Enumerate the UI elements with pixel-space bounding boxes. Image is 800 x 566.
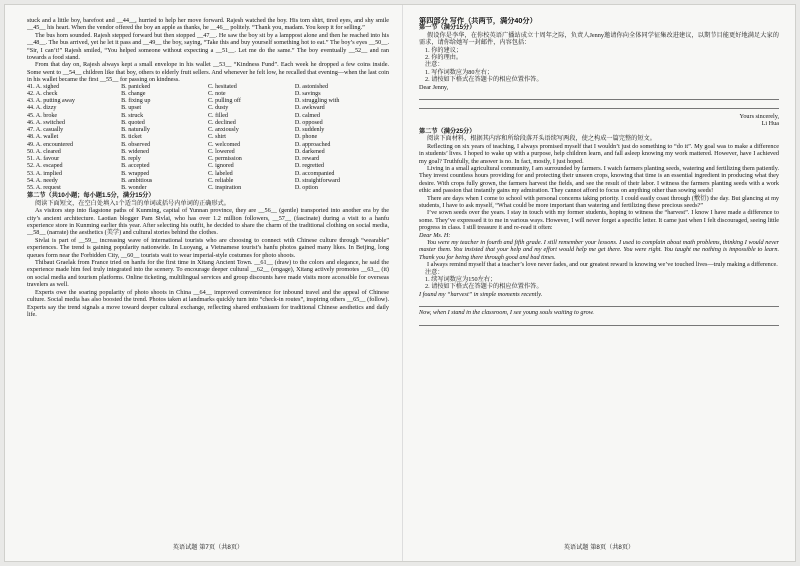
part4-title: 第四部分 写作（共两节，满分40分） bbox=[419, 17, 537, 25]
option-choice: B. upset bbox=[121, 105, 142, 112]
option-choice: B. naturally bbox=[121, 127, 150, 134]
note-label: 注意： bbox=[425, 61, 444, 69]
option-choice: 50. A. cleared bbox=[27, 148, 61, 155]
left-page bbox=[27, 17, 389, 551]
option-choice: B. change bbox=[121, 90, 146, 97]
grammar-paragraph-4: Experts owe the soaring popularity of photo shoots in China __64__ improved convenience for inbound travel and the appeal of Chinese culture. Social media has also boosted the trend. Photos taken at landmarks quickly turn into “check-in routes”, inspiring others __65__ (follow). Experts say the trend signals a move toward deeper cultural exchange, reflecting shared enthusiasm for traditional Chinese aesthetics and daily life. bbox=[27, 288, 389, 318]
section2-instruction: 阅读下面短文，在空白处填入1个适当的单词或括号内单词的正确形式。 bbox=[35, 199, 230, 207]
option-choice: 44. A. dizzy bbox=[27, 105, 57, 112]
option-row bbox=[27, 156, 389, 163]
story-paragraph-2: Living in a small agricultural community, I am surrounded by farmers. I watch farmers planting seeds, watering and fertilizing them patiently. They invest countless hours providing for and protecting their unseen crops, knowing that time is an essential ingredient in producing what they desire. With crops fully grown, the farmers harvest the fields, and see the result of their labor. I witness the farmers planting seeds with a work ethic and passion that instantly gains my admiration. They cannot afford to focus on anything other than sowing seeds! bbox=[419, 164, 779, 195]
option-choice: C. labeled bbox=[207, 170, 233, 177]
cloze-passage bbox=[27, 17, 389, 84]
option-row bbox=[27, 113, 389, 120]
cloze-paragraph-2: The bus horn sounded. Rajesh stepped forward but then stopped __47__. He saw the boy sit by a lamppost alone and then he reached into his __48__. The bus arrived, yet he let it pass and __49__ the boy, saying, “Take this and buy yourself something hot to eat.” The boy’s eyes __50__. “Sir, I can’t!” Rajesh smiled, “You helped someone without expecting a __51__. Let me do the same.” The boy eventually __52__ and ran towards a food stand. bbox=[27, 31, 389, 62]
email-greeting: Dear Jenny, bbox=[419, 83, 449, 91]
option-row bbox=[27, 84, 389, 91]
option-choice: 43. A. putting away bbox=[27, 98, 75, 105]
note-1: 1. 写作词数应为80左右； bbox=[425, 68, 494, 76]
option-choice: D. option bbox=[294, 185, 318, 192]
option-choice: 49. A. encountered bbox=[27, 141, 74, 148]
exam-sheet bbox=[4, 4, 796, 562]
grammar-paragraph-2: Sivlai is part of __59__ increasing wave of international tourists who are choosing to connect with Chinese culture through “wearable” experiences. The trend is gaining popularity nationwide. In Luoyang, a Vietnamese tourist’s hanfu photos gained many likes. In Beijing, long queues form near the Forbidden City, __60__ tourists wait to wear imperial-style costumes for photo shoots. bbox=[27, 236, 389, 259]
writing-section2-prompt: 阅读下面材料，根据其内容和所给段落开头语续写两段，使之构成一篇完整的短文。 bbox=[427, 135, 656, 143]
right-page bbox=[419, 17, 779, 551]
option-choice: C. inspiration bbox=[207, 185, 242, 192]
option-choice: D. struggling with bbox=[294, 98, 340, 105]
grammar-paragraph-1: As visitors step into flagstone paths of Kunming, capital of Yunnan province, they are __56__ (gentle) transported into another era by the city’s ancient architecture. Laotian blogger Pam Sivlai, who has over 1.2 million followers, __57__ (fascinate) during a visit to a hanfu experience store in Kunming earlier this year. After selecting his outfit, he decided to share the charm of the traditional clothing on social media, __58__ (narrate) the aesthetics (美学) and cultural stories behind the clothes. bbox=[27, 207, 389, 237]
section1-notes bbox=[419, 61, 779, 83]
writing-section1-prompt: 假设你是李华，在你校英语广播站成立十周年之际，负责人Jenny邀请你向全体同学征集改进建议，以期节目能更好地满足大家的需求，请你给她写一封邮件，内容包括： bbox=[419, 31, 779, 47]
email-closing: Yours sincerely, bbox=[739, 113, 779, 121]
option-choice: D. calmed bbox=[294, 112, 320, 119]
continuation-starter-1: I found my “harvest” in simple moments recently. bbox=[419, 290, 543, 298]
option-choice: 42. A. check bbox=[27, 90, 58, 97]
option-choice: 54. A. needy bbox=[27, 177, 58, 184]
option-choice: B. panicked bbox=[121, 83, 151, 90]
point-1: 1. 你的建议； bbox=[425, 46, 463, 54]
option-choice: C. filled bbox=[207, 112, 228, 119]
option-choice: D. savings bbox=[294, 90, 321, 97]
option-choice: B. ambitious bbox=[121, 177, 153, 184]
cloze-paragraph-3: From that day on, Rajesh always kept a small envelope in his wallet __53__ “Kindness Fund”. Each week he dropped a few coins inside. Some went to __54__ children like that boy, others to elderly fruit sellers. And whenever he felt low, he recalled that evening—when the last coin in his wallet became the first __55__ for passing on kindness. bbox=[27, 61, 389, 84]
option-choice: 53. A. implied bbox=[27, 170, 62, 177]
option-choice: D. straightforward bbox=[294, 177, 340, 184]
option-choice: C. pulling off bbox=[207, 98, 241, 105]
option-choice: D. accompanied bbox=[294, 170, 335, 177]
story-paragraph-3: There are days when I come to school with personal concerns taking priority. I could easily coast through (敷衍) the day. But glancing at my students, I have to ask myself, “What could be more important than watering and fertilizing these precious seeds?” bbox=[419, 194, 779, 209]
option-row bbox=[27, 178, 389, 185]
option-choice: 51. A. favour bbox=[27, 156, 60, 163]
writing-section1-title: 第一节（满分15分） bbox=[419, 24, 476, 32]
option-choice: 55. A. request bbox=[27, 185, 61, 192]
option-choice: C. welcomed bbox=[207, 141, 241, 148]
option-choice: D. regretted bbox=[294, 163, 324, 170]
option-choice: B. quoted bbox=[121, 119, 145, 126]
option-choice: C. dusty bbox=[207, 105, 229, 112]
option-choice: B. struck bbox=[121, 112, 144, 119]
option-choice: D. opposed bbox=[294, 119, 323, 126]
continuation-starter-2: Now, when I stand in the classroom, I see young souls waiting to grow. bbox=[419, 309, 594, 317]
option-choice: C. anxiously bbox=[207, 127, 239, 134]
option-choice: D. suddenly bbox=[294, 127, 325, 134]
option-row bbox=[27, 149, 389, 156]
grammar-passage bbox=[27, 207, 389, 318]
option-row bbox=[27, 98, 389, 105]
option-row bbox=[27, 142, 389, 149]
writing-line[interactable] bbox=[419, 91, 779, 100]
option-choice: C. note bbox=[207, 90, 226, 97]
option-choice: 52. A. escaped bbox=[27, 163, 63, 170]
option-row bbox=[27, 105, 389, 112]
option-row bbox=[27, 134, 389, 141]
option-choice: D. reward bbox=[294, 156, 320, 163]
writing-line[interactable] bbox=[419, 298, 779, 307]
option-choice: D. phone bbox=[294, 134, 318, 141]
option-choice: B. reply bbox=[121, 156, 141, 163]
after-letter-paragraph: I always remind myself that a teacher’s love never fades, and our greatest reward is knowing we’ve touched lives—truly making a difference. bbox=[427, 261, 778, 269]
writing-section2-title: 第二节（满分25分） bbox=[419, 127, 476, 135]
note-label-2: 注意： bbox=[425, 268, 444, 276]
letter-body: You were my teacher in fourth and fifth grade. I still remember your lessons. I used to complain about math problems, thinking I would never master them. You insisted that your help and my effort would help me get there. You were right. You taught me nothing is impossible to learn. Thank you for being there through good and bad times. bbox=[419, 238, 779, 261]
option-choice: D. awkward bbox=[294, 105, 325, 112]
option-choice: B. wrapped bbox=[121, 170, 150, 177]
writing-line[interactable] bbox=[419, 317, 779, 326]
email-signature: Li Hua bbox=[761, 120, 779, 128]
section2-title: 第二节（共10小题；每小题1.5分，满分15分） bbox=[27, 192, 155, 200]
option-choice: C. reliable bbox=[207, 177, 234, 184]
option-row bbox=[27, 120, 389, 127]
option-choice: 45. A. broke bbox=[27, 112, 58, 119]
note-2-1: 1. 续写词数应为150左右； bbox=[425, 276, 497, 283]
option-choice: 41. A. sighed bbox=[27, 83, 60, 90]
story-paragraph-4: I’ve sown seeds over the years. I stay in touch with my former students, hoping to witness the “harvest”. I know I have made a difference to some. They’ve expressed it to me in various ways. However, I will never forget a specific letter. It came just when I felt discouraged, seeing little progress in class. I still treasure it and re-read it often: bbox=[419, 209, 779, 232]
option-choice: D. approached bbox=[294, 141, 331, 148]
option-choice: D. astonished bbox=[294, 83, 329, 90]
note-2-2: 2. 请按如下格式在答题卡的相应位置作答。 bbox=[425, 283, 543, 291]
section2-notes bbox=[419, 269, 779, 291]
story-paragraph-1: Reflecting on six years of teaching, I always promised myself that I wouldn’t just do something to “do it”. My goal was to make a difference in students’ lives. I hoped to wake up with a purpose, help children learn, and fall asleep knowing my work mattered. However, have I achieved my goal? Truthfully, the answer is no. In fact, mostly, I just hoped. bbox=[419, 142, 779, 165]
options-table bbox=[27, 84, 389, 193]
option-choice: 46. A. switched bbox=[27, 119, 65, 126]
story-passage bbox=[419, 143, 779, 269]
letter-greeting: Dear Ms. H: bbox=[419, 231, 451, 239]
page-footer-left: 英语试题 第7页（共8页） bbox=[172, 543, 244, 551]
option-choice: B. ticket bbox=[121, 134, 142, 141]
option-choice: B. accepted bbox=[121, 163, 150, 170]
option-choice: B. wonder bbox=[121, 185, 147, 192]
option-choice: C. shirt bbox=[207, 134, 226, 141]
option-choice: B. widened bbox=[121, 148, 149, 155]
grammar-paragraph-3: Thibaut Graelak from France tried on hanfu for the first time in Xitang Ancient Town. __61__ (draw) to the colors and elegance, he said the experience made him feel truly integrated into the scenery. To encourage deeper cultural __62__ (engage), Xitang actively promotes __63__ (it) on social media and tourism platforms. Online ticketing, multilingual services and group discounts have made visits more accessible for overseas travelers as well. bbox=[27, 259, 389, 289]
option-row bbox=[27, 171, 389, 178]
option-choice: C. permission bbox=[207, 156, 242, 163]
option-choice: 48. A. wallet bbox=[27, 134, 59, 141]
cloze-paragraph-1: stuck and a little boy, barefoot and __44__, hurried to help her move forward. Rajesh watched the boy. His torn shirt, tired eyes, and shy smile __45__ his heart. When the vendor offered the boy an apple as thanks, he __46__ politely. “Thank you, madam. You keep it for selling.” bbox=[27, 17, 389, 32]
option-choice: C. ignored bbox=[207, 163, 234, 170]
page-footer-right: 英语试题 第8页（共8页） bbox=[563, 543, 635, 551]
option-choice: 47. A. casually bbox=[27, 127, 64, 134]
option-choice: D. darkened bbox=[294, 148, 325, 155]
section1-points bbox=[419, 47, 779, 62]
option-row bbox=[27, 127, 389, 134]
option-row bbox=[27, 163, 389, 170]
option-choice: B. observed bbox=[121, 141, 151, 148]
option-choice: C. declined bbox=[207, 119, 236, 126]
note-2: 2. 请按如下格式在答题卡的相应位置作答。 bbox=[425, 76, 543, 84]
option-choice: C. lowered bbox=[207, 148, 235, 155]
option-choice: C. hesitated bbox=[207, 83, 237, 90]
writing-line[interactable] bbox=[419, 100, 779, 109]
option-choice: B. fixing up bbox=[121, 98, 151, 105]
point-2: 2. 你的理由。 bbox=[425, 54, 463, 62]
page-divider bbox=[402, 5, 403, 561]
